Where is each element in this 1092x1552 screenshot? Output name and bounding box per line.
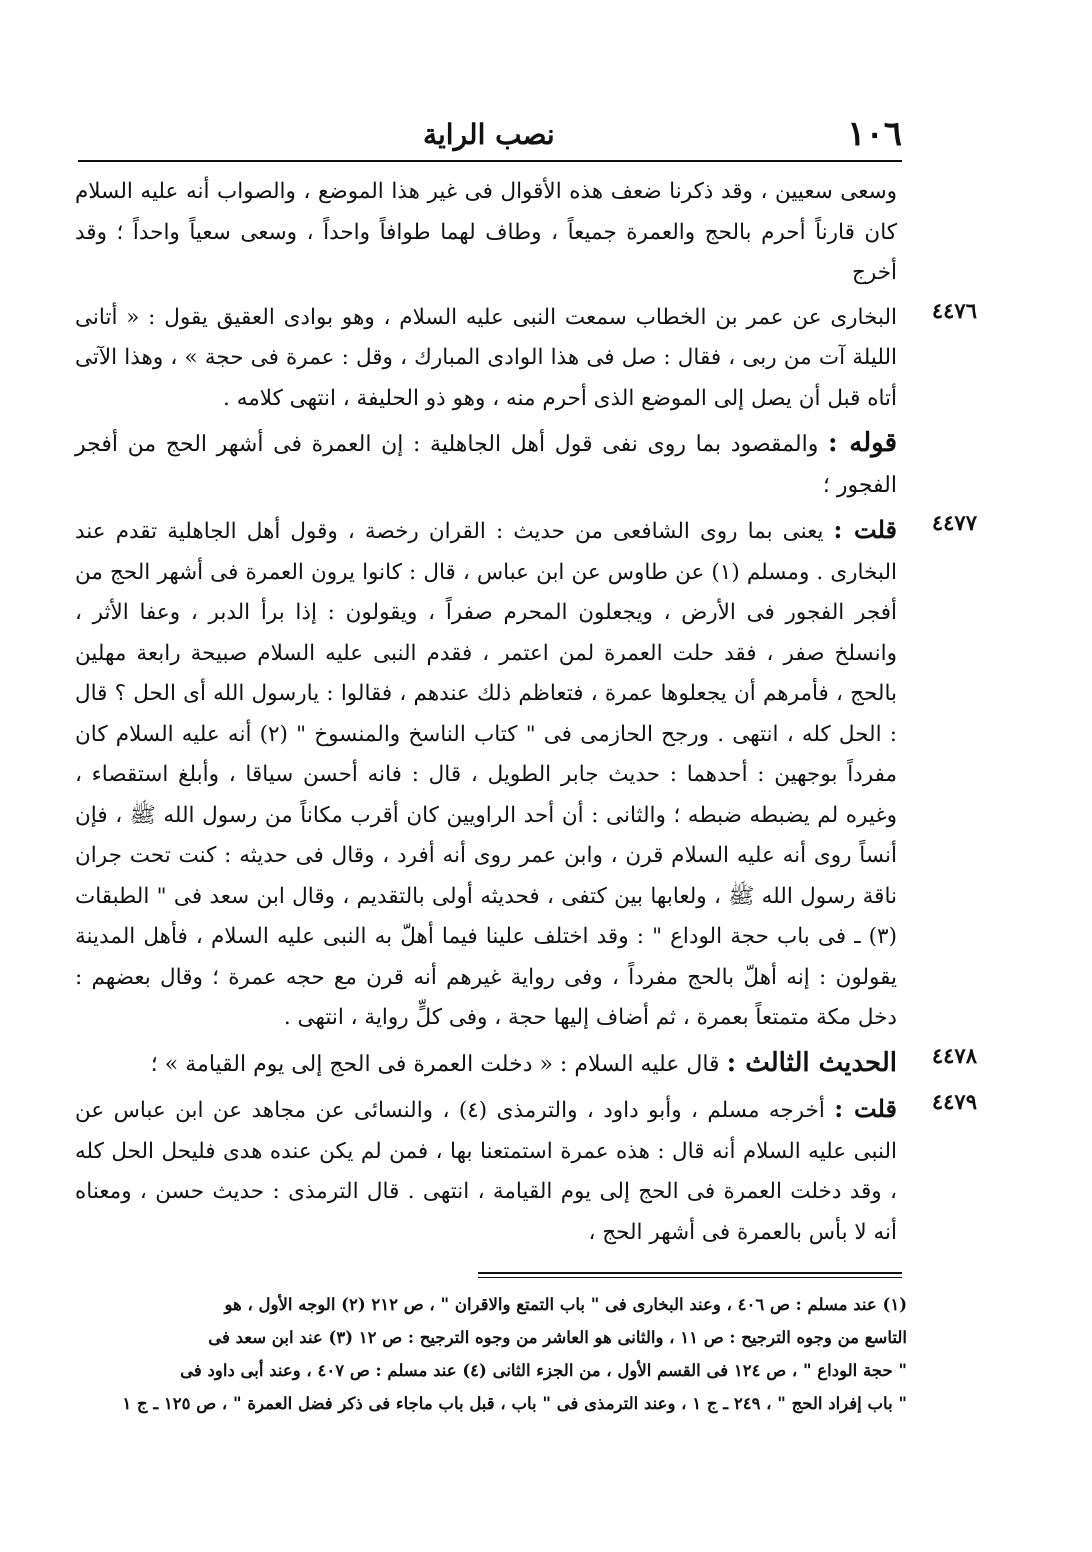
hadith-heading: الحديث الثالث :	[726, 1047, 897, 1078]
entry-number: ٤٤٧٨	[931, 1042, 977, 1068]
continuation-paragraph	[75, 172, 905, 294]
page-body	[75, 172, 977, 1257]
entry-lead: قلت :	[834, 1094, 898, 1123]
quote-lead: قوله :	[827, 428, 898, 458]
paragraph-text	[75, 423, 897, 506]
footnote-line: " حجة الوداع " ، ص ١٢٤ فى القسم الأول ، من الجزء الثانى (٤) عند مسلم : ص ٤٠٧ ، وعند أبى داود فى	[180, 1361, 907, 1380]
entry-text: يعنى بما روى الشافعى من حديث : القران رخصة ، وقول أهل الجاهلية تقدم عند البخارى . ومسلم (١) عن طاوس عن ابن عباس ، قال : كانوا يرون العمرة فى أشهر الحج من أفجر الفجور فى الأرض ، ويجعلون المحرم صفراً ، ويقولون : إذا برأ الدبر ، وعفا الأثر ، وانسلخ صفر ، فقد حلت العمرة لمن اعتمر ، فقدم النبى عليه السلام صبيحة رابعة مهلين بالحج ، فأمرهم أن يجعلوها عمرة ، فتعاظم ذلك عندهم ، فقالوا : يارسول الله أى الحل ؟ قال : الحل كله ، انتهى . ورجح الحازمى فى " كتاب الناسخ والمنسوخ " (٢) أنه عليه السلام كان مفرداً بوجهين : أحدهما : حديث جابر الطويل ، قال : فانه أحسن سياقا ، وأبلغ استقصاء ، وغيره لم يضبطه ضبطه ؛ والثانى : أن أحد الراويين كان أقرب مكاناً من رسول الله ﷺ ، فإن أنساً روى أنه عليه السلام قرن ، وابن عمر روى أنه أفرد ، وقال فى حديثه : كنت تحت جران ناقة رسول الله ﷺ ، ولعابها بين كتفى ، فحديثه أولى بالتقديم ، وقال ابن سعد فى " الطبقات (٣) ـ فى باب حجة الوداع " : وقد اختلف علينا فيما أهلّ به النبى عليه السلام ، فأهل المدينة يقولون : إنه أهلّ بالحج مفرداً ، وفى رواية غيرهم أنه قرن مع حجه عمرة ؛ وقال بعضهم : دخل مكة متمتعاً بعمرة ، ثم أضاف إليها حجة ، وفى كلٍّ رواية ، انتهى .	[75, 519, 897, 1030]
entry-4477	[75, 510, 977, 1039]
page-number: ١٠٦	[847, 114, 902, 154]
paragraph-text	[75, 1043, 897, 1086]
footnote-rule	[478, 1277, 902, 1278]
entry-number: ٤٤٧٩	[931, 1089, 977, 1114]
entry-number: ٤٤٧٧	[931, 510, 977, 535]
paragraph-text: وسعى سعيين ، وقد ذكرنا ضعف هذه الأقوال فى غير هذا الموضع ، والصواب أنه عليه السلام كان قارناً أحرم بالحج والعمرة جميعاً ، وطاف لهما طوافاً واحداً ، وسعى سعياً واحداً ؛ وقد أخرج	[75, 179, 897, 285]
paragraph-text	[75, 510, 897, 1039]
entry-4476	[75, 297, 977, 420]
footnote-line: (١) عند مسلم : ص ٤٠٦ ، وعند البخارى فى " باب التمتع والاقران " ، ص ٢١٢ (٢) الوجه الأول ، هو	[224, 1295, 907, 1314]
running-title: نصب الراية	[423, 118, 555, 151]
footnote-line: " باب إفراد الحج " ، ٢٤٩ ـ ج ١ ، وعند الترمذى فى " باب ، قبل باب ماجاء فى ذكر فضل العمرة " ، ص ١٢٥ ـ ج ١	[122, 1394, 907, 1413]
entry-text: قال عليه السلام : « دخلت العمرة فى الحج إلى يوم القيامة » ؛	[150, 1051, 720, 1077]
page-header	[78, 108, 902, 160]
header-rule	[78, 160, 902, 162]
entry-4478	[75, 1042, 977, 1086]
quote-text: والمقصود بما روى نفى قول أهل الجاهلية : إن العمرة فى أشهر الحج من أفجر الفجور ؛	[75, 432, 897, 498]
footnotes	[75, 1288, 907, 1420]
paragraph-text: البخارى عن عمر بن الخطاب سمعت النبى عليه السلام ، وهو بوادى العقيق يقول : « أتانى الليلة آت من ربى ، فقال : صل فى هذا الوادى المبارك ، وقل : عمرة فى حجة » ، وهذا الآتى أتاه قبل أن يصل إلى الموضع الذى أحرم منه ، وهو ذو الحليفة ، انتهى كلامه .	[75, 304, 897, 411]
entry-lead: قلت :	[833, 515, 897, 544]
entry-4479	[75, 1089, 977, 1253]
paragraph-text	[75, 1089, 897, 1253]
entry-text: أخرجه مسلم ، وأبو داود ، والترمذى (٤) ، والنسائى عن مجاهد عن ابن عباس عن النبى عليه السلام أنه قال : هذه عمرة استمتعنا بها ، فمن لم يكن عنده هدى فليحل الحل كله ، وقد دخلت العمرة فى الحج إلى يوم القيامة ، انتهى . قال الترمذى : حديث حسن ، ومعناه أنه لا بأس بالعمرة فى أشهر الحج ،	[75, 1098, 897, 1245]
footnote-rule	[478, 1272, 902, 1274]
footnote-line: التاسع من وجوه الترجيح : ص ١١ ، والثانى هو العاشر من وجوه الترجيح : ص ١٢ (٣) عند ابن سعد فى	[208, 1328, 907, 1347]
entry-number: ٤٤٧٦	[931, 297, 977, 323]
quote-paragraph	[75, 423, 905, 506]
